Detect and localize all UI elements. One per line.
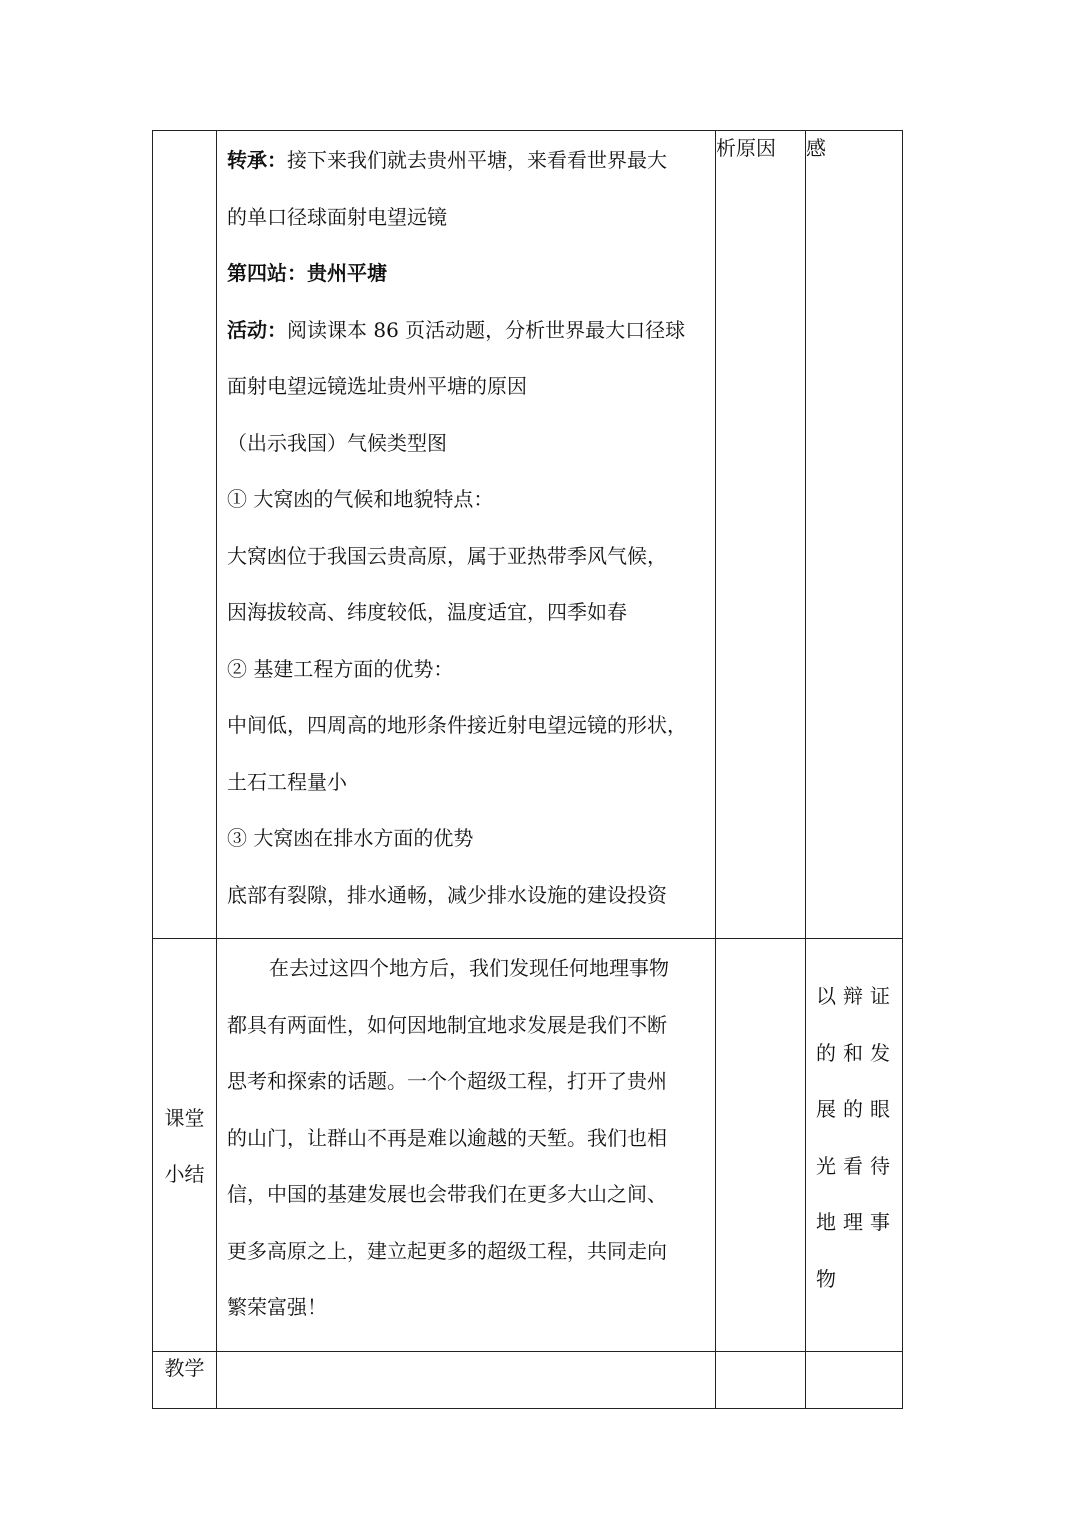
row1-col4-cell xyxy=(806,131,903,939)
table-row xyxy=(153,131,903,939)
summary-label-line1: 课堂 xyxy=(164,1105,205,1130)
row3-label-cell xyxy=(153,1351,217,1408)
content-line xyxy=(227,765,707,822)
summary-content-cell xyxy=(217,939,716,1352)
row1-content-cell xyxy=(217,131,716,939)
summary-col4-lines xyxy=(816,979,894,1318)
content-line xyxy=(227,369,707,426)
content-line xyxy=(227,200,707,257)
summary-label-line2: 小结 xyxy=(164,1161,205,1186)
row1-lines xyxy=(217,131,715,938)
side-note-line: 以辩证 xyxy=(816,984,894,1008)
line-text: 面射电望远镜选址贵州平塘的原因 xyxy=(227,374,527,398)
summary-line: 更多高原之上，建立起更多的超级工程，共同走向 xyxy=(227,1238,667,1263)
summary-line: 都具有两面性，如何因地制宜地求发展是我们不断 xyxy=(227,1012,667,1037)
row1-label-cell xyxy=(153,131,217,939)
line-text: 接下来我们就去贵州平塘，来看看世界最大 xyxy=(287,148,667,172)
bold-heading: 转承： xyxy=(227,148,287,172)
summary-col3-cell xyxy=(716,939,806,1352)
content-line xyxy=(227,708,707,765)
row3-col3-cell xyxy=(716,1351,806,1408)
bold-heading: 第四站：贵州平塘 xyxy=(227,261,387,285)
side-note-line: 展的眼 xyxy=(816,1097,894,1121)
summary-col4-cell xyxy=(806,939,903,1352)
line-text: 因海拔较高、纬度较低，温度适宜，四季如春 xyxy=(227,600,627,624)
content-line xyxy=(227,595,707,652)
side-note-line: 物 xyxy=(816,1266,840,1291)
summary-line: 繁荣富强！ xyxy=(227,1295,327,1319)
line-text: （出示我国）气候类型图 xyxy=(227,430,447,455)
line-text: ② 基建工程方面的优势： xyxy=(227,656,454,681)
content-line xyxy=(227,482,707,539)
summary-lines xyxy=(217,939,715,1351)
side-note-line: 地理事 xyxy=(816,1210,894,1234)
content-line xyxy=(227,878,707,935)
line-text: ① 大窝凼的气候和地貌特点： xyxy=(227,487,494,511)
table-row xyxy=(153,1351,903,1408)
line-text: 土石工程量小 xyxy=(227,769,347,794)
table-row xyxy=(153,939,903,1352)
lesson-plan-table xyxy=(152,130,903,1409)
summary-line: 信，中国的基建发展也会带我们在更多大山之间、 xyxy=(227,1182,667,1206)
row3-label: 教学 xyxy=(164,1355,205,1380)
content-line xyxy=(227,539,707,596)
content-line xyxy=(227,652,707,709)
summary-label-cell xyxy=(153,939,217,1352)
row1-col3-text: 析原因 xyxy=(716,136,776,160)
row3-col4-cell xyxy=(806,1351,903,1408)
bold-heading: 活动： xyxy=(227,317,287,342)
line-text: 底部有裂隙，排水通畅，减少排水设施的建设投资 xyxy=(227,882,667,907)
line-text: 阅读课本 86 页活动题，分析世界最大口径球 xyxy=(287,317,686,342)
content-line xyxy=(227,821,707,878)
row1-col3-cell xyxy=(716,131,806,939)
line-text: 大窝凼位于我国云贵高原，属于亚热带季风气候， xyxy=(227,543,667,568)
summary-line: 思考和探索的话题。一个个超级工程，打开了贵州 xyxy=(227,1069,667,1093)
content-line xyxy=(227,313,707,370)
line-text: ③ 大窝凼在排水方面的优势 xyxy=(227,826,474,850)
content-line xyxy=(227,256,707,313)
summary-line: 在去过这四个地方后，我们发现任何地理事物 xyxy=(269,956,669,980)
line-text: 的单口径球面射电望远镜 xyxy=(227,204,447,229)
line-text: 中间低，四周高的地形条件接近射电望远镜的形状， xyxy=(227,713,687,737)
row1-col4-text: 感 xyxy=(806,136,826,160)
content-line xyxy=(227,143,707,200)
side-note-line: 的和发 xyxy=(816,1040,894,1065)
content-line xyxy=(227,426,707,483)
summary-line: 的山门，让群山不再是难以逾越的天堑。我们也相 xyxy=(227,1125,667,1150)
row3-col2-cell xyxy=(217,1351,716,1408)
side-note-line: 光看待 xyxy=(816,1153,894,1178)
